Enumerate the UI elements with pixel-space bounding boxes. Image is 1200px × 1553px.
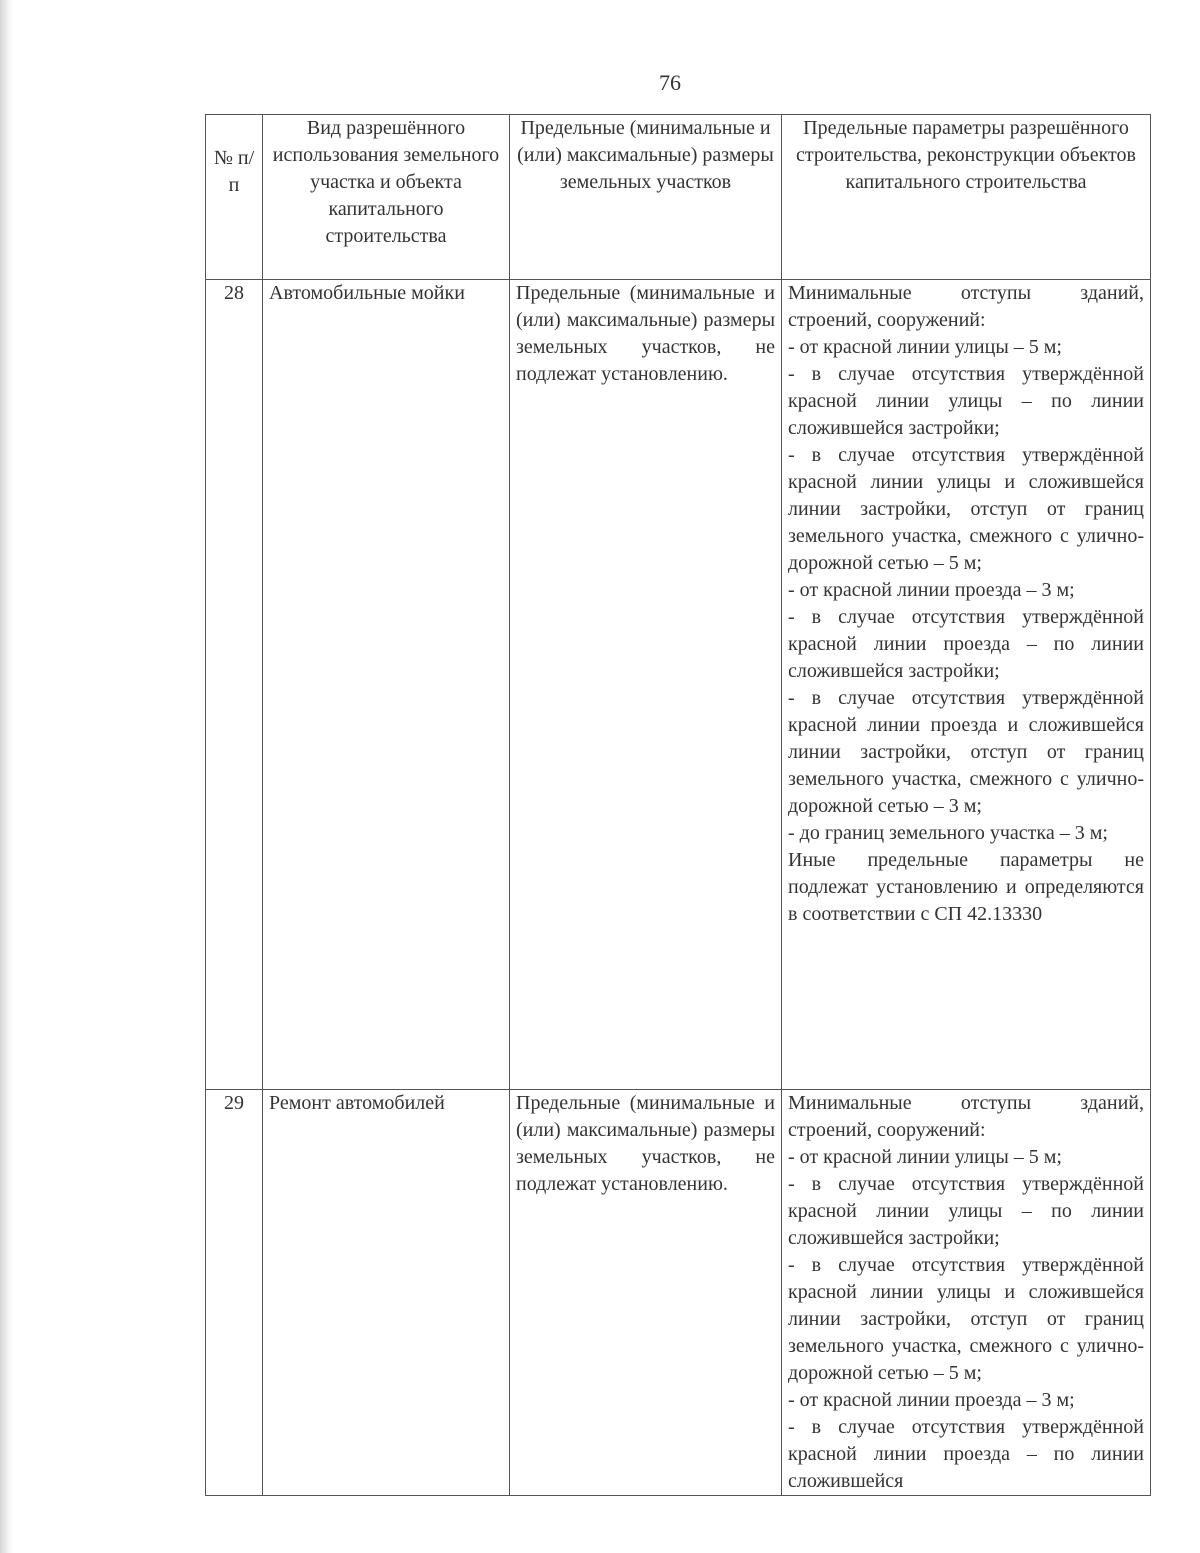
row-use-type: Автомобильные мойки: [263, 280, 510, 1090]
header-plot-sizes: Предельные (минимальные и (или) максимальные) размеры земельных участков: [510, 115, 782, 280]
row-construction-params: [782, 280, 1151, 1090]
row-construction-params: [782, 1090, 1151, 1496]
param-item: - в случае отсутствия утверждённой красной линии улицы и сложившейся линии застройки, отступ от границ земельного участка, смежного с улично-дорожной сетью – 5 м;: [788, 444, 1144, 574]
param-item: Минимальные отступы зданий, строений, сооружений:: [788, 282, 1144, 331]
param-item: - в случае отсутствия утверждённой красной линии улицы – по линии сложившейся застройки;: [788, 1173, 1144, 1249]
header-number: № п/п: [206, 115, 263, 280]
param-item: - от красной линии проезда – 3 м;: [788, 1389, 1075, 1411]
header-use-type: Вид разрешённого использования земельного участка и объекта капитального строительства: [263, 115, 510, 280]
row-use-type: Ремонт автомобилей: [263, 1090, 510, 1496]
param-item: - от красной линии улицы – 5 м;: [788, 1146, 1062, 1168]
page-number: 76: [659, 70, 681, 95]
param-item: - в случае отсутствия утверждённой красной линии проезда и сложившейся линии застройки, отступ от границ земельного участка, смежного с улично-дорожной сетью – 3 м;: [788, 687, 1144, 817]
table-row: [206, 1090, 1151, 1496]
param-item: - в случае отсутствия утверждённой красной линии улицы и сложившейся линии застройки, отступ от границ земельного участка, смежного с улично-дорожной сетью – 5 м;: [788, 1254, 1144, 1384]
row-number: 28: [206, 280, 263, 1090]
param-item: - до границ земельного участка – 3 м;: [788, 822, 1108, 844]
param-item: - от красной линии улицы – 5 м;: [788, 336, 1062, 358]
param-item: - в случае отсутствия утверждённой красной линии улицы – по линии сложившейся застройки;: [788, 363, 1144, 439]
row-plot-sizes: Предельные (минимальные и (или) максимальные) размеры земельных участков, не подлежат установлению.: [510, 280, 782, 1090]
param-item: - от красной линии проезда – 3 м;: [788, 579, 1075, 601]
scan-edge-shadow: [0, 0, 14, 1553]
header-construction-params: Предельные параметры разрешённого строительства, реконструкции объектов капитального строительства: [782, 115, 1151, 280]
param-item: - в случае отсутствия утверждённой красной линии проезда – по линии сложившейся застройки;: [788, 606, 1144, 682]
zoning-table: [205, 114, 1151, 1496]
row-plot-sizes: Предельные (минимальные и (или) максимальные) размеры земельных участков, не подлежат установлению.: [510, 1090, 782, 1496]
row-number: 29: [206, 1090, 263, 1496]
param-item: - в случае отсутствия утверждённой красной линии проезда – по линии сложившейся: [788, 1416, 1144, 1492]
param-item: Иные предельные параметры не подлежат установлению и определяются в соответствии с СП 42.13330: [788, 849, 1144, 925]
table-row: [206, 280, 1151, 1090]
param-item: Минимальные отступы зданий, строений, сооружений:: [788, 1092, 1144, 1141]
table-header-row: [206, 115, 1151, 280]
